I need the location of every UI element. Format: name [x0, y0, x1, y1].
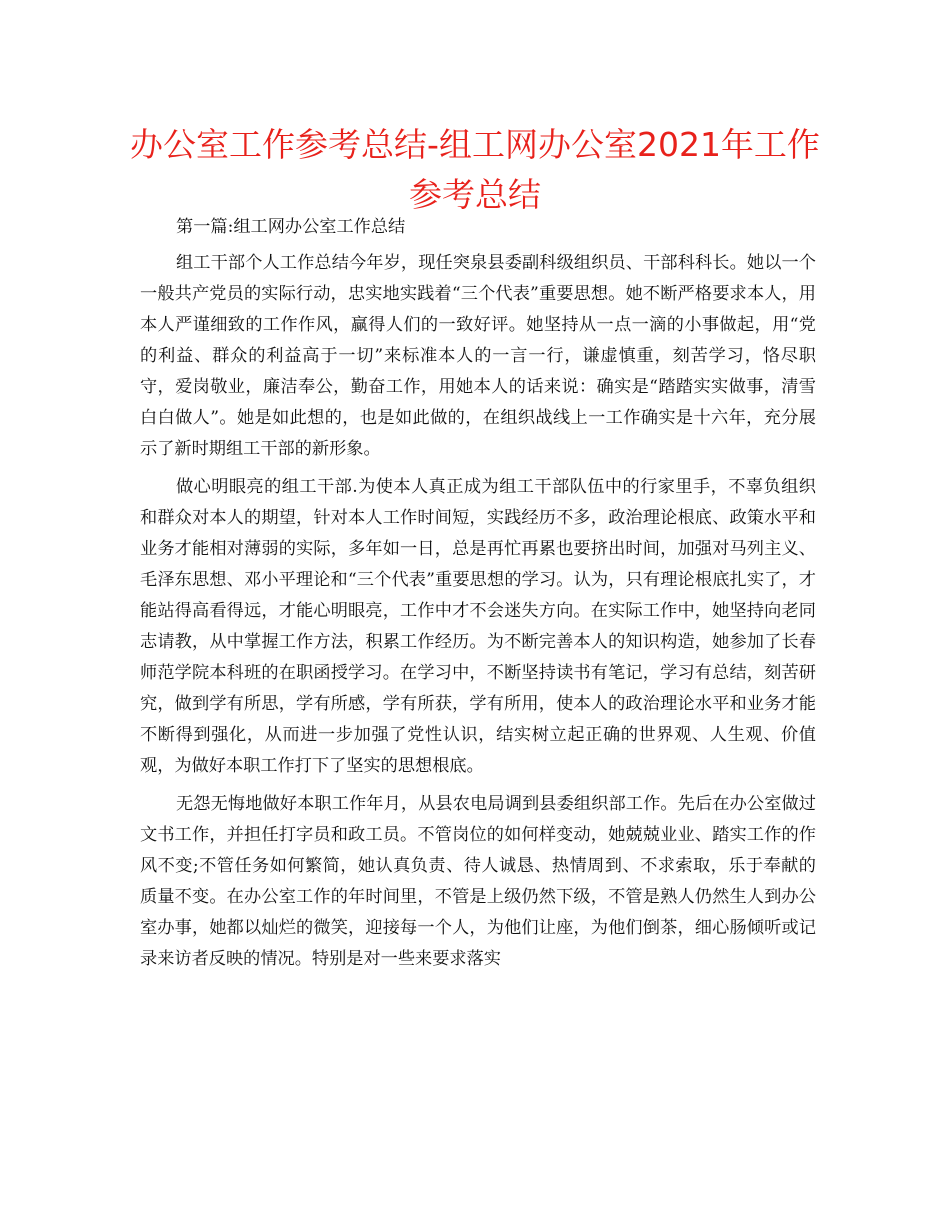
section-heading: 第一篇:组工网办公室工作总结 [176, 217, 406, 237]
paragraph: 做心明眼亮的组工干部.为使本人真正成为组工干部队伍中的行家里手，不辜负组织和群众对本人的期望，针对本人工作时间短，实践经历不多，政治理论根底、政策水平和业务才能相对薄弱的实际，多年如一日，总是再忙再累也要挤出时间，加强对马列主义、毛泽东思想、邓小平理论和“三个代表”重要思想的学习。认为，只有理论根底扎实了，才能站得高看得远，才能心明眼亮，工作中才不会迷失方向。在实际工作中，她坚持向老同志请教，从中掌握工作方法，积累工作经历。为不断完善本人的知识构造，她参加了长春师范学院本科班的在职函授学习。在学习中，不断坚持读书有笔记，学习有总结，刻苦研究，做到学有所思，学有所感，学有所获，学有所用，使本人的政治理论水平和业务才能不断得到强化，从而进一步加强了党性认识，结实树立起正确的世界观、人生观、价值观，为做好本职工作打下了坚实的思想根底。 [140, 477, 816, 776]
paragraph: 无怨无悔地做好本职工作年月，从县农电局调到县委组织部工作。先后在办公室做过文书工作，并担任打字员和政工员。不管岗位的如何样变动，她兢兢业业、踏实工作的作风不变;不管任务如何繁简，她认真负责、待人诚恳、热情周到、不求索取，乐于奉献的质量不变。在办公室工作的年时间里，不管是上级仍然下级，不管是熟人仍然生人到办公室办事，她都以灿烂的微笑，迎接每一个人，为他们让座，为他们倒茶，细心肠倾听或记录来访者反映的情况。特别是对一些来要求落实 [140, 794, 816, 969]
document-body [140, 210, 816, 982]
paragraph: 组工干部个人工作总结今年岁，现任突泉县委副科级组织员、干部科科长。她以一个一般共产党员的实际行动，忠实地实践着“三个代表”重要思想。她不断严格要求本人，用本人严谨细致的工作作风，赢得人们的一致好评。她坚持从一点一滴的小事做起，用“党的利益、群众的利益高于一切”来标准本人的一言一行，谦虚慎重，刻苦学习，恪尽职守，爱岗敬业，廉洁奉公，勤奋工作，用她本人的话来说：确实是“踏踏实实做事，清雪白白做人”。她是如此想的，也是如此做的，在组织战线上一工作确实是十六年，充分展示了新时期组工干部的新形象。 [140, 253, 816, 459]
document-title: 办公室工作参考总结-组工网办公室2021年工作参考总结 [130, 125, 820, 214]
